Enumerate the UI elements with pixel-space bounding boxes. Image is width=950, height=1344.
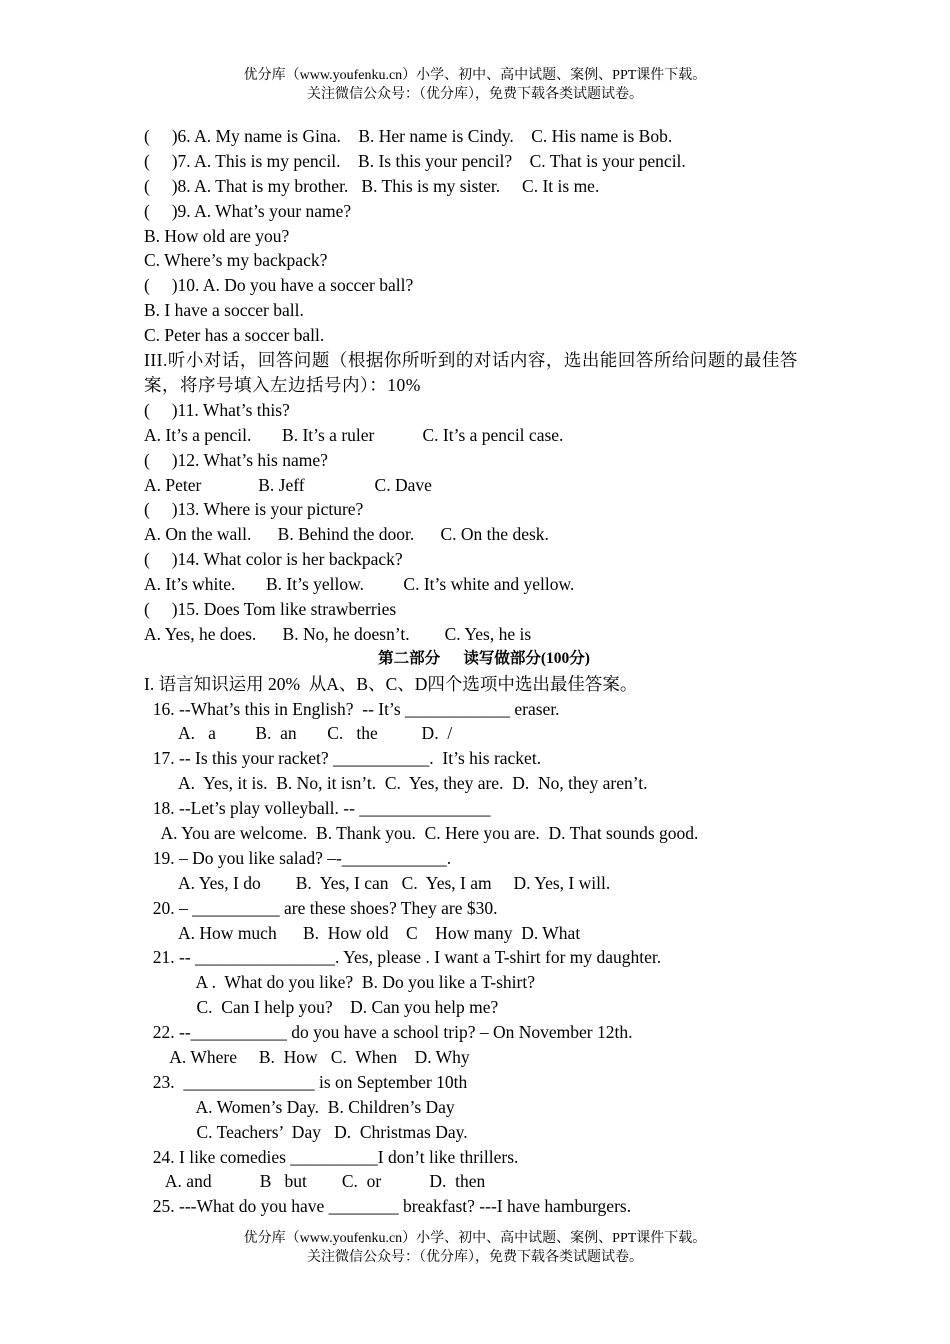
question-19-options: A. Yes, I do B. Yes, I can C. Yes, I am D. Yes, I will. bbox=[144, 872, 611, 893]
question-9-option-c: C. Where’s my backpack? bbox=[144, 250, 328, 271]
question-19: 19. – Do you like salad? –-____________. bbox=[144, 847, 452, 868]
question-18-options: A. You are welcome. B. Thank you. C. Here you are. D. That sounds good. bbox=[144, 822, 699, 843]
question-10-option-c: C. Peter has a soccer ball. bbox=[144, 325, 325, 346]
question-14: ( )14. What color is her backpack? bbox=[144, 549, 403, 570]
footer-line-2: 关注微信公众号：（优分库），免费下载各类试题试卷。 bbox=[307, 1250, 643, 1265]
question-8: ( )8. A. That is my brother. B. This is my sister. C. It is me. bbox=[144, 175, 600, 196]
header-line-2: 关注微信公众号：（优分库），免费下载各类试题试卷。 bbox=[307, 87, 643, 102]
part-two-heading: 第二部分 读写做部分(100分) bbox=[378, 649, 590, 667]
question-20-options: A. How much B. How old C How many D. What bbox=[144, 922, 581, 943]
question-22: 22. --___________ do you have a school trip? – On November 12th. bbox=[144, 1022, 633, 1043]
section-iii-instructions: III.听小对话，回答问题（根据你所听到的对话内容，选出能回答所给问题的最佳答案，将序号填入左边括号内）：10% bbox=[144, 350, 798, 395]
page-header bbox=[0, 66, 950, 104]
question-14-options: A. It’s white. B. It’s yellow. C. It’s white and yellow. bbox=[144, 574, 575, 595]
footer-line-1: 优分库（www.youfenku.cn）小学、初中、高中试题、案例、PPT课件下载。 bbox=[243, 1231, 707, 1246]
header-line-1: 优分库（www.youfenku.cn）小学、初中、高中试题、案例、PPT课件下载。 bbox=[243, 68, 707, 83]
question-13-options: A. On the wall. B. Behind the door. C. On the desk. bbox=[144, 524, 549, 545]
question-17: 17. -- Is this your racket? ___________. It’s his racket. bbox=[144, 748, 542, 769]
question-12-options: A. Peter B. Jeff C. Dave bbox=[144, 474, 432, 495]
document-body bbox=[144, 124, 824, 1219]
question-9-option-b: B. How old are you? bbox=[144, 225, 290, 246]
question-15-options: A. Yes, he does. B. No, he doesn’t. C. Yes, he is bbox=[144, 623, 532, 644]
question-11-options: A. It’s a pencil. B. It’s a ruler C. It’s a pencil case. bbox=[144, 424, 564, 445]
question-23-options-ab: A. Women’s Day. B. Children’s Day bbox=[144, 1096, 455, 1117]
question-6: ( )6. A. My name is Gina. B. Her name is Cindy. C. His name is Bob. bbox=[144, 126, 673, 146]
question-16-options: A. a B. an C. the D. / bbox=[144, 723, 453, 744]
question-10-option-b: B. I have a soccer ball. bbox=[144, 300, 304, 321]
question-21-options-ab: A . What do you like? B. Do you like a T-shirt? bbox=[144, 972, 535, 993]
question-24-options: A. and B but C. or D. then bbox=[144, 1171, 486, 1192]
question-21: 21. -- ________________. Yes, please . I want a T-shirt for my daughter. bbox=[144, 947, 662, 968]
question-10: ( )10. A. Do you have a soccer ball? bbox=[144, 275, 414, 296]
question-20: 20. – __________ are these shoes? They are $30. bbox=[144, 897, 498, 918]
question-23: 23. _______________ is on September 10th bbox=[144, 1071, 468, 1092]
page-footer bbox=[0, 1229, 950, 1267]
question-23-options-cd: C. Teachers’ Day D. Christmas Day. bbox=[144, 1121, 468, 1142]
question-24: 24. I like comedies __________I don’t like thrillers. bbox=[144, 1146, 519, 1167]
question-25: 25. ---What do you have ________ breakfast? ---I have hamburgers. bbox=[144, 1196, 632, 1217]
question-7: ( )7. A. This is my pencil. B. Is this your pencil? C. That is your pencil. bbox=[144, 150, 686, 171]
question-15: ( )15. Does Tom like strawberries bbox=[144, 598, 397, 619]
section-i-instructions: I. 语言知识运用 20% 从A、B、C、D四个选项中选出最佳答案。 bbox=[144, 673, 638, 694]
question-18: 18. --Let’s play volleyball. -- _______________ bbox=[144, 798, 491, 819]
question-13: ( )13. Where is your picture? bbox=[144, 499, 364, 520]
question-9: ( )9. A. What’s your name? bbox=[144, 200, 352, 221]
question-22-options: A. Where B. How C. When D. Why bbox=[144, 1046, 470, 1067]
question-16: 16. --What’s this in English? -- It’s ____________ eraser. bbox=[144, 698, 560, 719]
question-12: ( )12. What’s his name? bbox=[144, 449, 328, 470]
question-21-options-cd: C. Can I help you? D. Can you help me? bbox=[144, 997, 499, 1018]
question-11: ( )11. What’s this? bbox=[144, 399, 290, 420]
question-17-options: A. Yes, it is. B. No, it isn’t. C. Yes, they are. D. No, they aren’t. bbox=[144, 773, 648, 794]
